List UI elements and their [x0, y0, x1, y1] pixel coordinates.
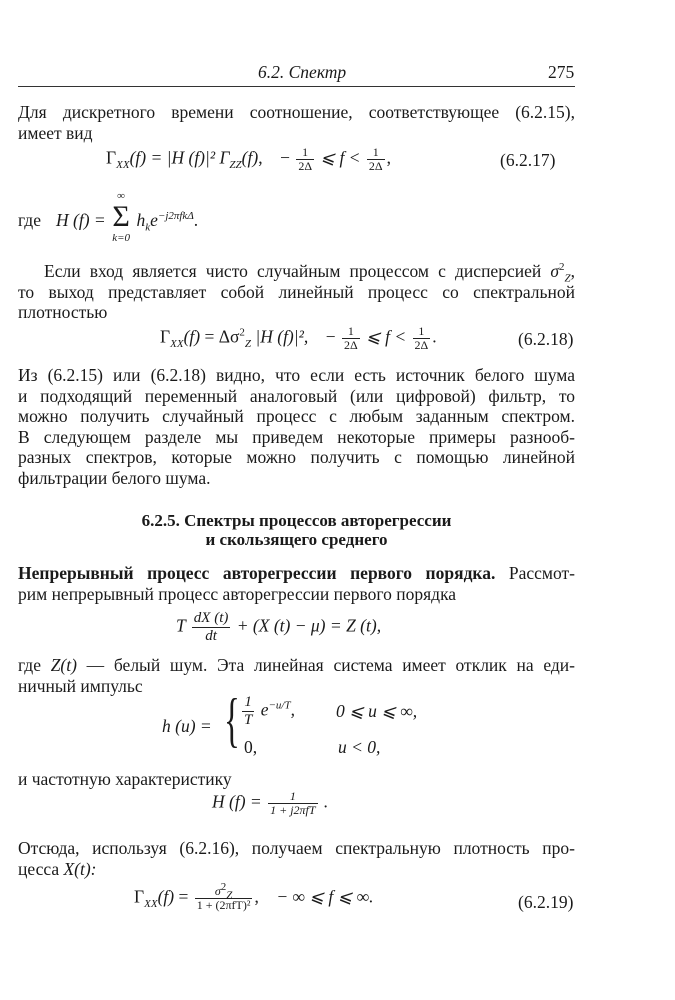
- text-line: Для дискретного времени соотношение, соответствующее (6.2.15),: [18, 102, 575, 122]
- page-number: 275: [548, 62, 575, 82]
- section-heading: и скользящего среднего: [205, 530, 388, 549]
- running-header-title: 6.2. Спектр: [258, 62, 347, 82]
- paragraph-spectral-density: [18, 838, 575, 879]
- paragraph-ar1: [18, 563, 575, 604]
- paragraph-white-noise: [18, 365, 575, 488]
- equation-hf-sum: H (f) = ∞ Σ k=0 $h_ke^{-j2\pi fk\Delta}$.: [56, 190, 199, 244]
- equation-6-2-17: $\Gamma_{XX}(f) = |H$ (f)|² $\Gamma_{ZZ}(f)$, − $\frac{1}{2\Delta}$ ⩽ f < $\frac{1}{2\Delta}$ ,: [106, 145, 391, 173]
- equation-6-2-19: $\Gamma_{XX}(f)$ = $\frac{\sigma^2_Z}{\text{1 + (2πfT)²}}$ , − ∞ ⩽ f ⩽ ∞.: [134, 881, 374, 912]
- equation-hu-cond1: 0 ⩽ u ⩽ ∞,: [336, 701, 418, 721]
- equation-number: (6.2.18): [518, 329, 574, 349]
- equation-hu-lhs: h (u) =: [162, 716, 212, 736]
- equation-number: (6.2.19): [518, 892, 574, 912]
- text-where: где: [18, 210, 41, 230]
- text-line: Непрерывный процесс авторегрессии первого порядка. Рассмот-: [18, 563, 575, 583]
- section-heading: 6.2.5. Спектры процессов авторегрессии: [141, 511, 452, 530]
- text-line: то выход представляет собой линейный процесс со спектральной: [18, 281, 575, 302]
- text-frequency-response: и частотную характеристику: [18, 769, 232, 789]
- equation-hu-cond2: u < 0,: [338, 737, 381, 757]
- equation-number: (6.2.17): [500, 150, 556, 170]
- text-line: ничный импульс: [18, 675, 143, 696]
- paragraph-discrete-time: [18, 102, 575, 143]
- text-line: рим непрерывный процесс авторегрессии первого порядка: [18, 583, 457, 604]
- text-line: плотностью: [18, 302, 108, 322]
- text-line: цесса X(t):: [18, 858, 97, 879]
- equation-ode: T $\frac{dX (t)}{dt}$ + (X (t) − μ) = Z (t),: [176, 610, 382, 644]
- text-line: и подходящий переменный аналоговый (или цифровой) фильтр, то: [18, 385, 575, 406]
- text-line: имеет вид: [18, 122, 93, 143]
- equation-hf: H (f) = $\frac{1}{\text{1 + j2πfT}}$ .: [212, 789, 329, 817]
- paragraph-impulse: [18, 655, 575, 696]
- text-line: можно получить случайный процесс с любым заданным спектром.: [18, 406, 575, 426]
- text-line: где Z(t) — белый шум. Эта линейная система имеет отклик на еди-: [18, 655, 575, 675]
- equation-6-2-18: $\Gamma_{XX}(f) = \Delta\sigma^2_Z$ |H (f)|², − $\frac{1}{2\Delta}$ ⩽ f < $\frac{1}{2\Delta}$ .: [160, 324, 437, 352]
- equation-hu-case1: $\frac{1}{T}$ $e^{-u/T}$,: [244, 694, 295, 728]
- equation-hu-case2: 0,: [244, 737, 258, 757]
- header-rule: [18, 86, 575, 87]
- text-line: разных спектров, которые можно получить с помощью линейной: [18, 447, 575, 467]
- text-line: Если вход является чисто случайным процессом с дисперсией $\sigma^2_Z$,: [44, 261, 575, 285]
- text-line: Отсюда, используя (6.2.16), получаем спектральную плотность про-: [18, 838, 575, 858]
- brace-icon: {: [224, 687, 240, 753]
- paragraph-random-process: [18, 261, 575, 323]
- text-line: Из (6.2.15) или (6.2.18) видно, что если есть источник белого шума: [18, 365, 575, 385]
- text-line: фильтрации белого шума.: [18, 467, 211, 488]
- text-line: В следующем разделе мы приведем некоторые примеры разнооб-: [18, 426, 575, 447]
